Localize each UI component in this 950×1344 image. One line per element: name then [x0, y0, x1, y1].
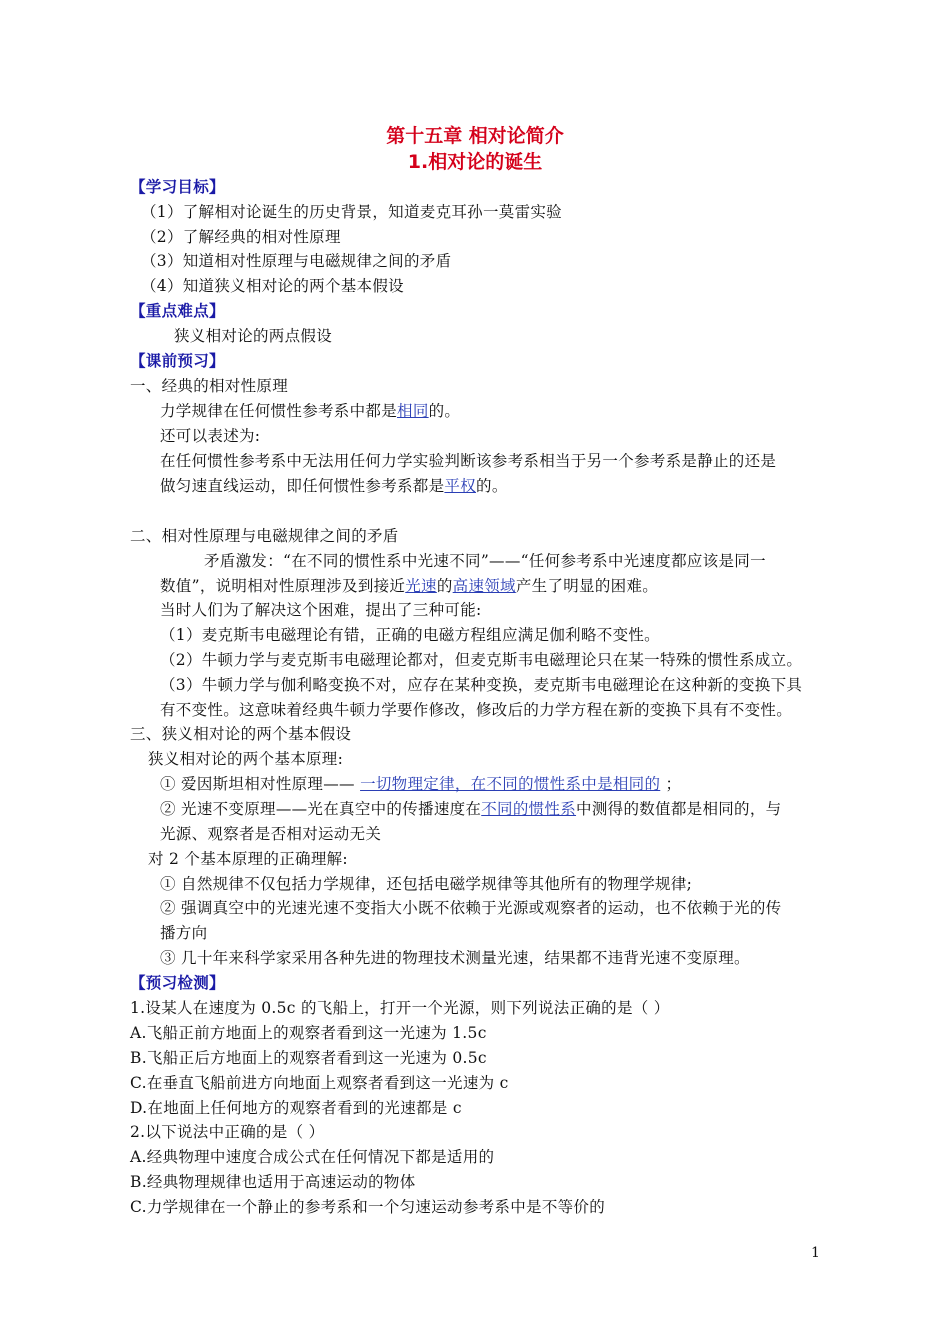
question: 2.以下说法中正确的是（ ）	[130, 1123, 325, 1141]
paragraph: 当时人们为了解决这个困难，提出了三种可能:	[160, 601, 482, 619]
paragraph: 力学规律在任何惯性参考系中都是相同的。	[160, 402, 461, 420]
principle-item-line: 光源、观察者是否相对运动无关	[160, 825, 382, 843]
preview-header: 【课前预习】	[130, 352, 225, 370]
paragraph: 狭义相对论的两个基本原理:	[148, 750, 344, 768]
underlined-answer: 光速	[405, 577, 437, 595]
chapter-title: 第十五章 相对论简介	[386, 125, 564, 147]
objective-item: （3）知道相对性原理与电磁规律之间的矛盾	[141, 252, 452, 270]
keypoints-text: 狭义相对论的两点假设	[174, 327, 333, 345]
answer-option: B.经典物理规律也适用于高速运动的物体	[130, 1173, 416, 1191]
objectives-header: 【学习目标】	[130, 178, 225, 196]
possibility-item: （2）牛顿力学与麦克斯韦电磁理论都对，但麦克斯韦电磁理论只在某一特殊的惯性系成立。	[160, 651, 803, 669]
objective-item: （2）了解经典的相对性原理	[141, 228, 341, 246]
objective-item: （1）了解相对论诞生的历史背景，知道麦克耳孙一莫雷实验	[141, 203, 562, 221]
paragraph-line: 在任何惯性参考系中无法用任何力学实验判断该参考系相当于另一个参考系是静止的还是	[160, 452, 777, 470]
question: 1.设某人在速度为 0.5c 的飞船上，打开一个光源，则下列说法正确的是（ ）	[130, 999, 670, 1017]
possibility-item: （1）麦克斯韦电磁理论有错，正确的电磁方程组应满足伽利略不变性。	[160, 626, 660, 644]
lesson-title: 1.相对论的诞生	[407, 151, 543, 173]
answer-option: A.飞船正前方地面上的观察者看到这一光速为 1.5c	[130, 1024, 487, 1042]
keypoints-header: 【重点难点】	[130, 302, 225, 320]
underlined-answer: 不同的惯性系	[481, 800, 577, 818]
underlined-answer: 相同	[397, 402, 429, 420]
objective-item: （4）知道狭义相对论的两个基本假设	[141, 277, 404, 295]
section-heading: 三、狭义相对论的两个基本假设	[130, 725, 352, 743]
page-number: 1	[811, 1245, 820, 1261]
answer-option: B.飞船正后方地面上的观察者看到这一光速为 0.5c	[130, 1049, 487, 1067]
section-heading: 一、经典的相对性原理	[130, 377, 289, 395]
possibility-item: 有不变性。这意味着经典牛顿力学要作修改，修改后的力学方程在新的变换下具有不变性。	[160, 701, 793, 719]
underlined-answer: 一切物理定律，在不同的惯性系中是相同的	[360, 775, 661, 793]
explanation-item: ① 自然规律不仅包括力学规律，还包括电磁学规律等其他所有的物理学规律;	[160, 875, 693, 893]
check-header: 【预习检测】	[130, 974, 225, 992]
paragraph-line: 数值”，说明相对性原理涉及到接近光速的高速领域产生了明显的困难。	[160, 577, 659, 595]
paragraph-line: 做匀速直线运动，即任何惯性参考系都是平权的。	[160, 477, 508, 495]
answer-option: D.在地面上任何地方的观察者看到的光速都是 c	[130, 1099, 462, 1117]
answer-option: A.经典物理中速度合成公式在任何情况下都是适用的	[130, 1148, 495, 1166]
explanation-item: ③ 几十年来科学家采用各种先进的物理技术测量光速，结果都不违背光速不变原理。	[160, 949, 750, 967]
paragraph: 对 2 个基本原理的正确理解:	[148, 850, 348, 868]
explanation-item: ② 强调真空中的光速光速不变指大小既不依赖于光源或观察者的运动，也不依赖于光的传	[160, 899, 782, 917]
underlined-answer: 平权	[444, 477, 477, 495]
principle-item: ① 爱因斯坦相对性原理—— 一切物理定律，在不同的惯性系中是相同的 ；	[160, 775, 682, 793]
possibility-item: （3）牛顿力学与伽利略变换不对，应存在某种变换，麦克斯韦电磁理论在这种新的变换下具	[160, 676, 803, 694]
explanation-item-line: 播方向	[160, 924, 208, 942]
section-heading: 二、相对性原理与电磁规律之间的矛盾	[130, 527, 399, 545]
paragraph: 还可以表述为:	[160, 427, 261, 445]
answer-option: C.力学规律在一个静止的参考系和一个匀速运动参考系中是不等价的	[130, 1198, 606, 1216]
answer-option: C.在垂直飞船前进方向地面上观察者看到这一光速为 c	[130, 1074, 509, 1092]
paragraph-line: 矛盾激发：“在不同的惯性系中光速不同”——“任何参考系中光速度都应该是同一	[204, 552, 766, 570]
principle-item: ② 光速不变原理——光在真空中的传播速度在不同的惯性系中测得的数值都是相同的，与	[160, 800, 782, 818]
underlined-answer: 高速领域	[452, 577, 516, 595]
